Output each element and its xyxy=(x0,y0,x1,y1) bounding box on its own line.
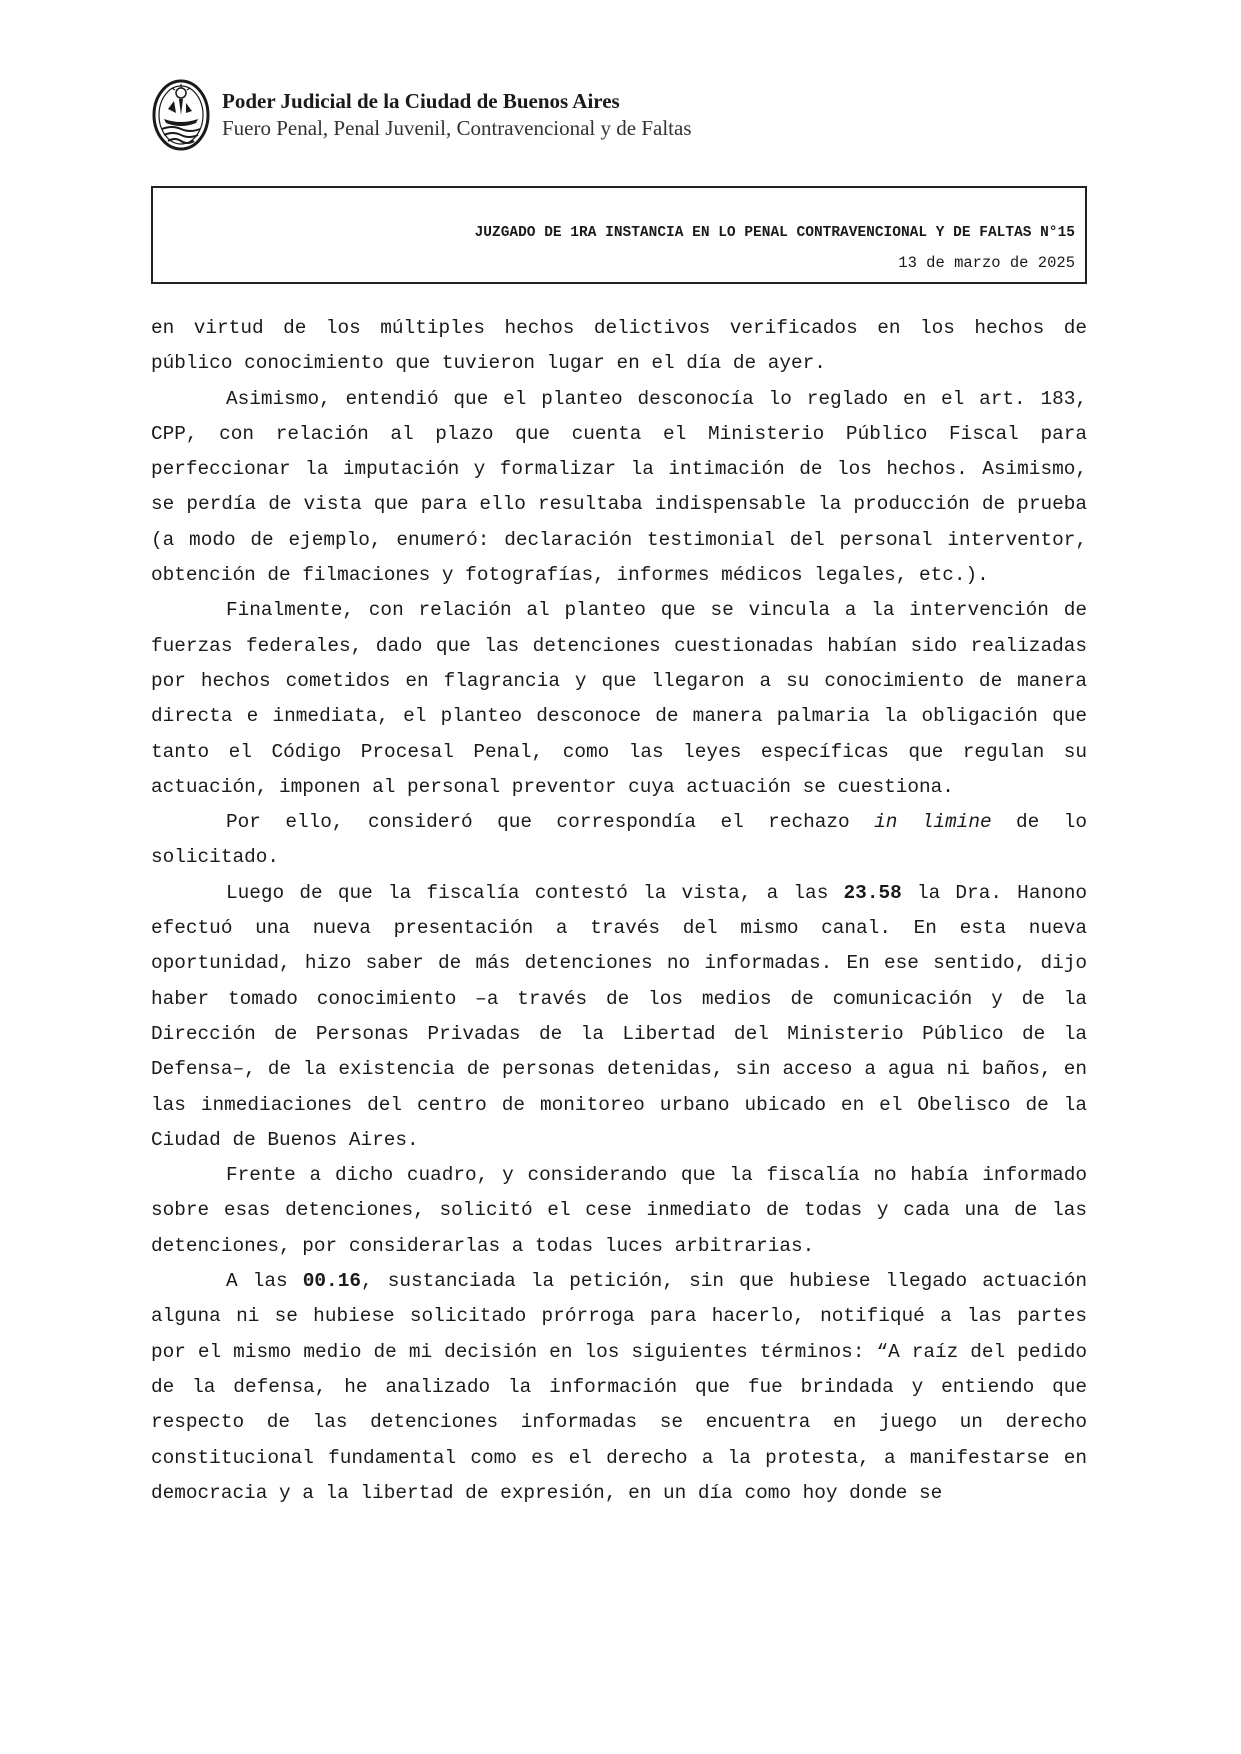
time-highlight: 00.16 xyxy=(302,1270,361,1293)
paragraph-text: Por ello, consideró que correspondía el rechazo xyxy=(226,811,875,834)
paragraph: Asimismo, entendió que el planteo desconocía lo reglado en el art. 183, CPP, con relación al plazo que cuenta el Ministerio Público Fiscal para perfeccionar la imputación y formalizar la intimación de los hechos. Asimismo, se perdía de vista que para ello resultaba indispensable la producción de prueba (a modo de ejemplo, enumeró: declaración testimonial del personal interventor, obtención de filmaciones y fotografías, informes médicos legales, etc.). xyxy=(151,387,1087,587)
paragraph-text: la Dra. Hanono efectuó una nueva presentación a través del mismo canal. En esta nueva oportunidad, hizo saber de más detenciones no informadas. En ese sentido, dijo haber tomado conocimiento –a través de los medios de comunicación y de la Dirección de Personas Privadas de la Libertad del Ministerio Público de la Defensa–, de la existencia de personas detenidas, sin acceso a agua ni baños, en las inmediaciones del centro de monitoreo urbano ubicado en el Obelisco de la Ciudad de Buenos Aires. xyxy=(151,881,1087,1151)
document-body xyxy=(151,311,1087,1511)
latin-term: in limine xyxy=(874,811,992,834)
paragraph xyxy=(151,1264,1087,1511)
paragraph: Finalmente, con relación al planteo que se vincula a la intervención de fuerzas federales, dado que las detenciones cuestionadas habían sido realizadas por hechos cometidos en flagrancia y que llegaron a su conocimiento de manera directa e inmediata, el planteo desconoce de manera palmaria la obligación que tanto el Código Procesal Penal, como las leyes específicas que regulan su actuación, imponen al personal preventor cuya actuación se cuestiona. xyxy=(151,599,1087,798)
paragraph-continuation: en virtud de los múltiples hechos delictivos verificados en los hechos de público conocimiento que tuvieron lugar en el día de ayer. xyxy=(151,317,1087,375)
paragraph: Frente a dicho cuadro, y considerando que la fiscalía no había informado sobre esas detenciones, solicitó el cese inmediato de todas y cada una de las detenciones, por considerarlas a todas luces arbitrarias. xyxy=(151,1164,1087,1257)
paragraph xyxy=(151,876,1087,1158)
paragraph-text: , sustanciada la petición, sin que hubiese llegado actuación alguna ni se hubiese solicitado prórroga para hacerlo, notifiqué a las partes por el mismo medio de mi decisión en los siguientes términos: “A raíz del pedido de la defensa, he analizado la información que fue brindada y entiendo que respecto de las detenciones informadas se encuentra en juego un derecho constitucional fundamental como es el derecho a la protesta, a manifestarse en democracia y a la libertad de expresión, en un día como hoy donde se xyxy=(151,1270,1087,1504)
paragraph-text: de lo solicitado. xyxy=(151,811,1087,869)
paragraph-text: A las xyxy=(226,1270,303,1293)
organization-subtitle: Fuero Penal, Penal Juvenil, Contravencional y de Faltas xyxy=(222,115,692,140)
document-date: 13 de marzo de 2025 xyxy=(898,254,1075,272)
organization-name: Poder Judicial de la Ciudad de Buenos Aires xyxy=(222,89,620,114)
city-coat-of-arms-icon xyxy=(152,79,210,151)
paragraph xyxy=(151,805,1087,876)
paragraph-text: Luego de que la fiscalía contestó la vista, a las xyxy=(226,881,844,904)
court-header-box xyxy=(151,186,1087,284)
time-highlight: 23.58 xyxy=(843,881,902,904)
letterhead xyxy=(152,78,692,152)
court-name: JUZGADO DE 1RA INSTANCIA EN LO PENAL CONTRAVENCIONAL Y DE FALTAS N°15 xyxy=(474,225,1075,241)
